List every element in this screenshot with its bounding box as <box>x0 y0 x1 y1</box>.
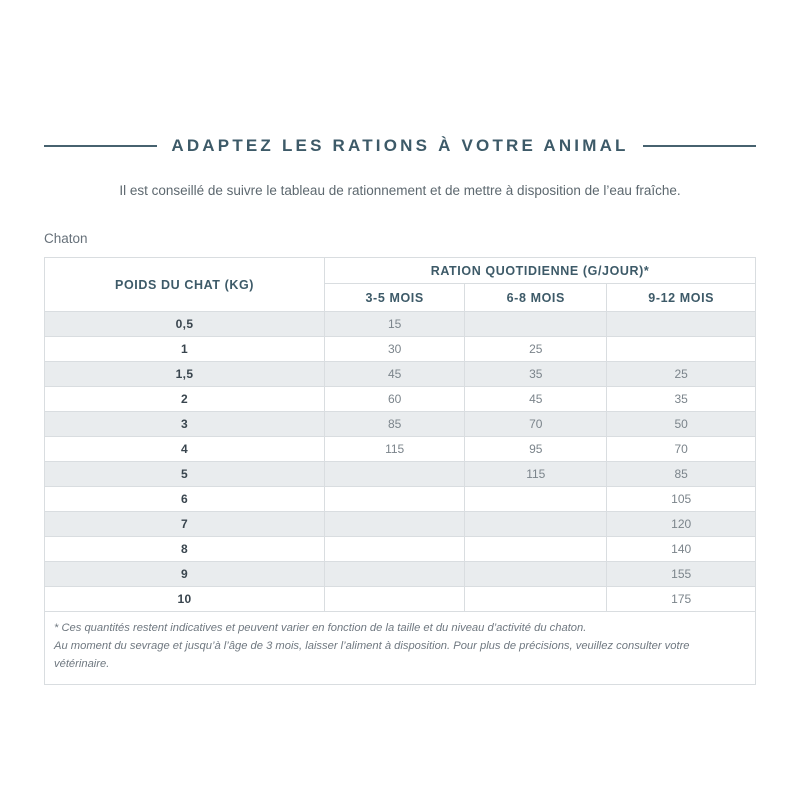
age-column-header-6-8: 6-8 MOIS <box>465 284 607 312</box>
value-cell <box>465 312 607 337</box>
value-cell: 85 <box>607 462 756 487</box>
value-cell: 105 <box>607 487 756 512</box>
value-cell <box>465 587 607 612</box>
value-cell: 50 <box>607 412 756 437</box>
table-row <box>45 512 756 537</box>
value-cell: 115 <box>325 437 465 462</box>
table-row <box>45 362 756 387</box>
title-rule-left <box>44 145 157 147</box>
value-cell: 70 <box>607 437 756 462</box>
value-cell: 60 <box>325 387 465 412</box>
value-cell: 25 <box>607 362 756 387</box>
footnote-line-2: Au moment du sevrage et jusqu’à l’âge de 3 mois, laisser l’aliment à disposition. Pour plus de précisions, veuillez consulter votre vétérinaire. <box>54 639 690 670</box>
weight-cell: 5 <box>45 462 325 487</box>
table-row <box>45 437 756 462</box>
table-row <box>45 387 756 412</box>
ration-table <box>44 257 756 685</box>
weight-cell: 10 <box>45 587 325 612</box>
weight-cell: 0,5 <box>45 312 325 337</box>
weight-cell: 3 <box>45 412 325 437</box>
value-cell: 120 <box>607 512 756 537</box>
value-cell <box>325 487 465 512</box>
weight-cell: 4 <box>45 437 325 462</box>
value-cell <box>465 562 607 587</box>
value-cell: 155 <box>607 562 756 587</box>
value-cell <box>325 512 465 537</box>
value-cell <box>465 487 607 512</box>
weight-cell: 1 <box>45 337 325 362</box>
value-cell: 35 <box>607 387 756 412</box>
ration-group-header: RATION QUOTIDIENNE (G/JOUR)* <box>325 258 756 284</box>
table-body <box>45 312 756 612</box>
table-row <box>45 312 756 337</box>
weight-cell: 9 <box>45 562 325 587</box>
age-column-header-3-5: 3-5 MOIS <box>325 284 465 312</box>
weight-cell: 2 <box>45 387 325 412</box>
table-row <box>45 537 756 562</box>
value-cell: 45 <box>465 387 607 412</box>
table-group-header-row <box>45 258 756 284</box>
footnote-cell <box>45 612 756 685</box>
value-cell: 140 <box>607 537 756 562</box>
table-row <box>45 587 756 612</box>
table-row <box>45 562 756 587</box>
footnote-row <box>45 612 756 685</box>
page-title: ADAPTEZ LES RATIONS À VOTRE ANIMAL <box>171 136 629 155</box>
value-cell: 95 <box>465 437 607 462</box>
value-cell <box>607 337 756 362</box>
value-cell: 85 <box>325 412 465 437</box>
table-row <box>45 487 756 512</box>
title-rule-right <box>643 145 756 147</box>
value-cell <box>325 562 465 587</box>
value-cell <box>465 512 607 537</box>
table-row <box>45 412 756 437</box>
value-cell <box>465 537 607 562</box>
table-foot <box>45 612 756 685</box>
value-cell: 25 <box>465 337 607 362</box>
value-cell: 175 <box>607 587 756 612</box>
page-subtitle: Il est conseillé de suivre le tableau de rationnement et de mettre à disposition de l’eau fraîche. <box>119 183 681 198</box>
value-cell: 15 <box>325 312 465 337</box>
weight-column-header: POIDS DU CHAT (KG) <box>45 258 325 312</box>
value-cell <box>325 462 465 487</box>
page-content <box>44 0 756 685</box>
weight-cell: 6 <box>45 487 325 512</box>
table-row <box>45 337 756 362</box>
value-cell: 70 <box>465 412 607 437</box>
weight-cell: 8 <box>45 537 325 562</box>
value-cell: 35 <box>465 362 607 387</box>
table-row <box>45 462 756 487</box>
footnote-line-1: * Ces quantités restent indicatives et peuvent varier en fonction de la taille et du niveau d’activité du chaton. <box>54 622 587 634</box>
value-cell: 115 <box>465 462 607 487</box>
value-cell <box>325 587 465 612</box>
weight-cell: 1,5 <box>45 362 325 387</box>
section-label-chaton: Chaton <box>44 231 88 246</box>
value-cell: 45 <box>325 362 465 387</box>
value-cell <box>607 312 756 337</box>
table-head <box>45 258 756 312</box>
value-cell <box>325 537 465 562</box>
weight-cell: 7 <box>45 512 325 537</box>
age-column-header-9-12: 9-12 MOIS <box>607 284 756 312</box>
value-cell: 30 <box>325 337 465 362</box>
section-title-row <box>44 0 756 156</box>
